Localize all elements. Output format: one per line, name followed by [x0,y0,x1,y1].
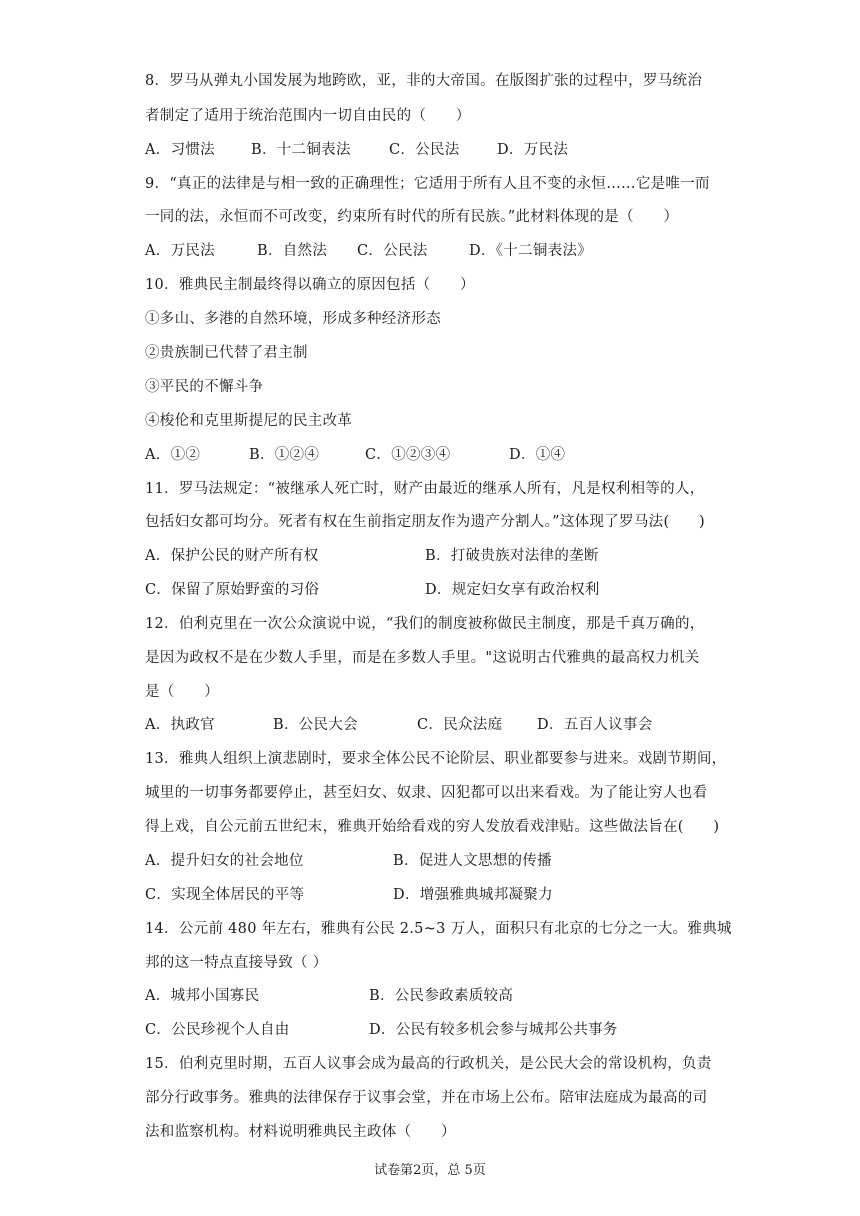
q11-options-row-2 [145,580,745,600]
q10-statement-2: ②贵族制已代替了君主制 [145,345,308,361]
q8-options [145,140,745,160]
q8-option-b: B．十二铜表法 [251,142,351,158]
q11-option-b: B．打破贵族对法律的垄断 [425,548,599,564]
q8-line-2: 者制定了适用于统治范围内一切自由民的（ ） [145,108,471,124]
q9-option-d: D．《十二铜表法》 [469,243,593,259]
q14-option-d: D．公民有较多机会参与城邦公共事务 [369,1022,618,1038]
q10-statement-4: ④梭伦和克里斯提尼的民主改革 [145,413,353,429]
q13-line-3: 得上戏，自公元前五世纪末，雅典开始给看戏的穷人发放看戏津贴。这些做法旨在( ) [145,819,720,835]
q10-options [145,445,745,465]
q9-options [145,241,745,261]
q11-line-1: 11．罗马法规定：“被继承人死亡时，财产由最近的继承人所有，凡是权利相等的人， [145,481,705,497]
q11-options-row-1 [145,546,745,566]
q8-option-a: A．习惯法 [145,142,215,158]
q10-option-c: C．①②③④ [365,447,451,463]
q9-option-b: B．自然法 [257,243,328,259]
q12-option-b: B．公民大会 [273,717,358,733]
q11-option-a: A．保护公民的财产所有权 [145,548,319,564]
q8-line-1: 8．罗马从弹丸小国发展为地跨欧，亚，非的大帝国。在版图扩张的过程中，罗马统治 [145,73,703,89]
q13-option-b: B．促进人文思想的传播 [393,853,552,869]
q15-line-1: 15．伯利克里时期，五百人议事会成为最高的行政机关，是公民大会的常设机构，负责 [145,1056,712,1072]
q13-options-row-2 [145,885,745,905]
q10-option-b: B．①②④ [249,447,320,463]
q11-option-c: C．保留了原始野蛮的习俗 [145,582,320,598]
q10-line-1: 10．雅典民主制最终得以确立的原因包括（ ） [145,277,475,293]
q14-option-c: C．公民珍视个人自由 [145,1022,290,1038]
q9-option-c: C．公民法 [357,243,428,259]
q8-option-d: D．万民法 [497,142,569,158]
q13-options-row-1 [145,851,745,871]
q13-option-a: A．提升妇女的社会地位 [145,853,304,869]
q14-option-b: B．公民参政素质较高 [369,988,514,1004]
q10-statement-1: ①多山、多港的自然环境，形成多种经济形态 [145,311,441,327]
q13-option-d: D．增强雅典城邦凝聚力 [393,887,553,903]
q12-line-2: 是因为政权不是在少数人手里，而是在多数人手里。"这说明古代雅典的最高权力机关 [145,650,700,666]
q12-line-3: 是（ ） [145,684,219,700]
q12-option-c: C．民众法庭 [417,717,503,733]
page-footer: 试卷第2页，总 5页 [374,1163,486,1178]
q14-options-row-1 [145,986,745,1006]
q14-options-row-2 [145,1020,745,1040]
q11-option-d: D．规定妇女享有政治权利 [425,582,600,598]
q12-option-d: D．五百人议事会 [537,717,653,733]
q10-option-d: D．①④ [509,447,566,463]
q10-statement-3: ③平民的不懈斗争 [145,379,264,395]
q8-option-c: C．公民法 [389,142,460,158]
q13-line-2: 城里的一切事务都要停止，甚至妇女、奴隶、囚犯都可以出来看戏。为了能让穷人也看 [145,785,708,801]
q12-line-1: 12．伯利克里在一次公众演说中说，“我们的制度被称做民主制度，那是千真万确的， [145,616,705,632]
q13-option-c: C．实现全体居民的平等 [145,887,305,903]
q14-option-a: A．城邦小国寡民 [145,988,260,1004]
q9-line-2: 一同的法，永恒而不可改变，约束所有时代的所有民族。”此材料体现的是（ ） [145,209,679,225]
q11-line-2: 包括妇女都可均分。死者有权在生前指定朋友作为遗产分割人。”这体现了罗马法( ) [145,514,705,530]
q12-options [145,715,745,735]
q15-line-2: 部分行政事务。雅典的法律保存于议事会堂，并在市场上公布。陪审法庭成为最高的司 [145,1090,708,1106]
q15-line-3: 法和监察机构。材料说明雅典民主政体（ ） [145,1124,456,1140]
q10-option-a: A．①② [145,447,201,463]
q13-line-1: 13．雅典人组织上演悲剧时，要求全体公民不论阶层、职业都要参与进来。戏剧节期间， [145,751,727,767]
q9-option-a: A．万民法 [145,243,215,259]
q9-line-1: 9．“真正的法律是与相一致的正确理性；它适用于所有人且不变的永恒……它是唯一而 [145,176,710,192]
q12-option-a: A．执政官 [145,717,215,733]
q14-line-2: 邦的这一特点直接导致（ ） [145,955,328,971]
q14-line-1: 14．公元前 480 年左右，雅典有公民 2.5~3 万人，面积只有北京的七分之一大。雅典城 [145,921,732,937]
